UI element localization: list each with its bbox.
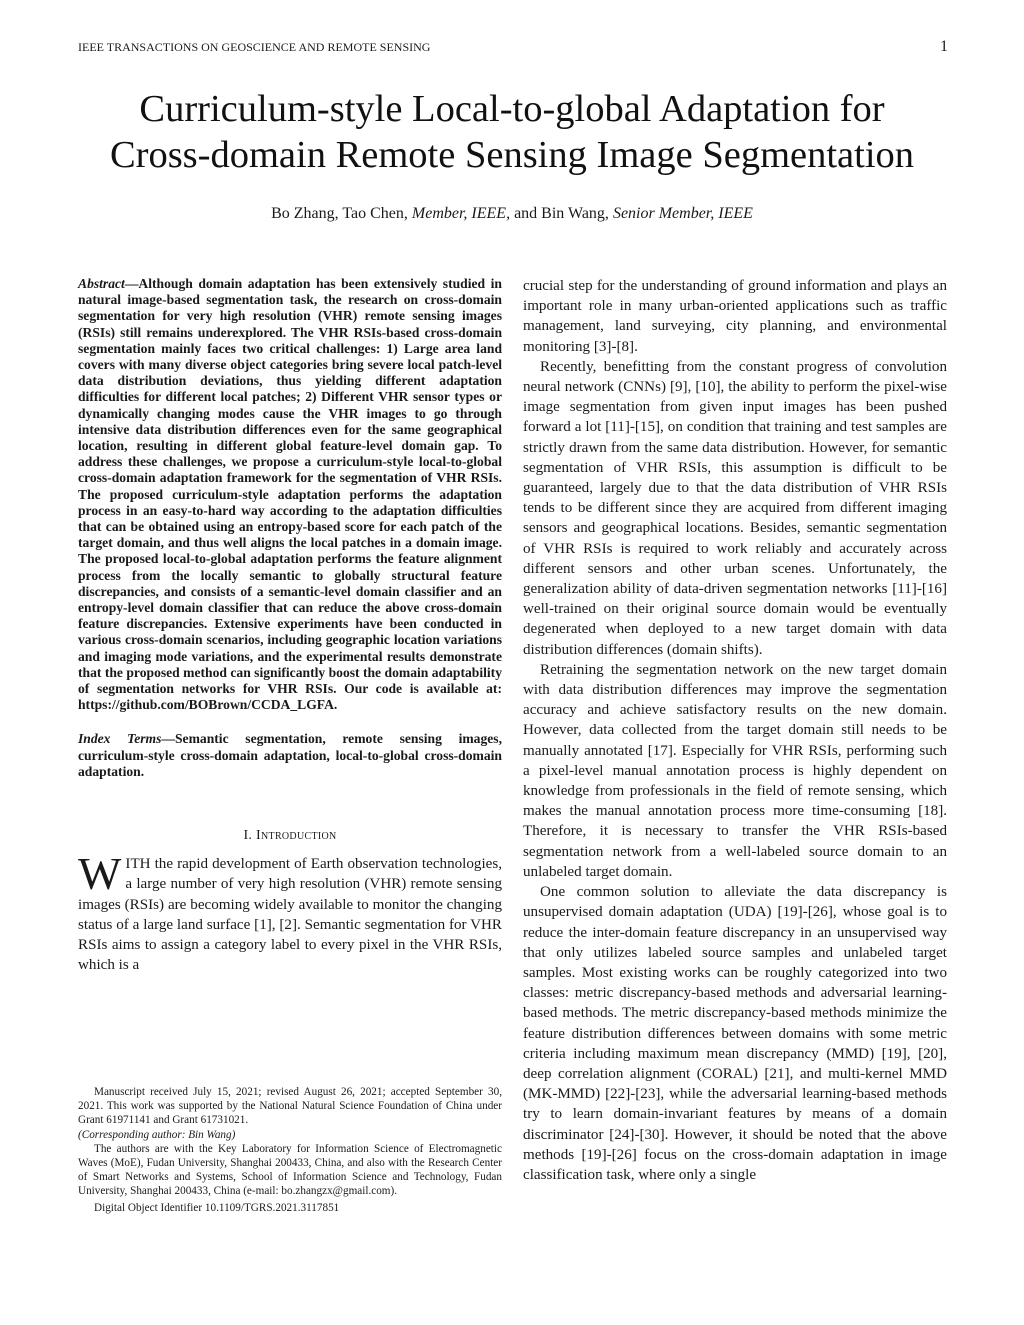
author-list	[60, 205, 964, 223]
journal-name: IEEE TRANSACTIONS ON GEOSCIENCE AND REMOTE SENSING	[78, 40, 431, 54]
authors-part-1: Bo Zhang, Tao Chen,	[271, 205, 408, 222]
footnote-affiliation: The authors are with the Key Laboratory for Information Science of Electromagnetic Waves (MoE), Fudan University, Shanghai 200433, China, and also with the Research Center of Smart Networks and Systems, School of Information Science and Technology, Fudan University, Shanghai 200433, China (e-mail: bo.zhangzx@gmail.com).	[78, 1142, 502, 1198]
right-paragraph-4: One common solution to alleviate the data discrepancy is unsupervised domain adaptation (UDA) [19]-[26], whose goal is to reduce the inter-domain feature discrepancy in an unsupervised way that only utilizes labeled source samples and unlabeled target samples. Most existing works can be roughly categorized into two classes: metric discrepancy-based methods and adversarial learning-based methods. The metric discrepancy-based methods minimize the feature distribution differences between domains with some metric criteria including maximum mean discrepancy (MMD) [19], [20], deep correlation alignment (CORAL) [21], and multi-kernel MMD (MK-MMD) [22]-[23], while the adversarial learning-based methods try to learn domain-invariant features by means of a domain discriminator [24]-[30]. However, it should be noted that the above methods [19]-[26] focus on the cross-domain adaptation in image classification task, where only a single	[523, 884, 947, 1183]
section-heading-introduction	[78, 828, 502, 844]
title-line-2: Cross-domain Remote Sensing Image Segmentation	[109, 134, 915, 176]
running-head	[78, 38, 948, 56]
footnote-corresponding: (Corresponding author: Bin Wang)	[78, 1128, 236, 1141]
intro-paragraph-text: ITH the rapid development of Earth observation technologies, a large number of very high resolution (VHR) remote sensing images (RSIs) are becoming widely available to monitor the changing status of a large land surface [1], [2]. Semantic segmentation for VHR RSIs aims to assign a category label to every pixel in the VHR RSIs, which is a	[78, 856, 502, 974]
footnote-received-text: Manuscript received July 15, 2021; revised August 26, 2021; accepted September 30, 2021. This work was supported by the National Natural Science Foundation of China under Grant 61971141 and Grant 61731021.	[78, 1086, 502, 1127]
right-paragraph-2: Recently, benefitting from the constant progress of convolution neural network (CNNs) [9], [10], the ability to perform the pixel-wise image segmentation from given input images has been pushed forward a lot [11]-[15], on condition that training and test samples are strictly drawn from the same data distribution. However, for semantic segmentation of VHR RSIs, this assumption is difficult to be guaranteed, largely due to that the data distribution of VHR RSIs tends to be different since they are acquired from different imaging sensors and geographical locations. Besides, semantic segmentation of VHR RSIs is required to work reliably and accurately across different sensors and other urban scenes. Unfortunately, the generalization ability of data-driven segmentation networks [11]-[16] well-trained on their original source domain would be eventually degenerated when deployed to a new target domain with data distribution differences (domain shifts).	[523, 358, 947, 658]
page-number: 1	[940, 38, 948, 55]
author-role-2: Senior Member, IEEE	[612, 205, 753, 222]
right-paragraph-1: crucial step for the understanding of ground information and plays an important role in many urban-oriented applications such as traffic management, land surveying, city planning, and environmental monitoring [3]-[8].	[523, 278, 947, 355]
footnote-doi: Digital Object Identifier 10.1109/TGRS.2021.3117851	[94, 1201, 340, 1214]
section-title: Introduction	[256, 828, 337, 844]
abstract-text: Although domain adaptation has been extensively studied in natural image-based segmentation task, the research on cross-domain segmentation for very high resolution (VHR) remote sensing images (RSIs) still remains underexplored. The VHR RSIs-based cross-domain segmentation mainly faces two critical challenges: 1) Large area land covers with many diverse object categories bring severe local patch-level data distribution deviations, thus yielding different adaptation difficulties for different local patches; 2) Different VHR sensor types or dynamically changing modes cause the VHR images to go through intensive data distribution differences even for the same geographical location, resulting in different global feature-level domain gap. To address these challenges, we propose a curriculum-style local-to-global cross-domain adaptation framework for the segmentation of VHR RSIs. The proposed curriculum-style adaptation performs the adaptation process in an easy-to-hard way according to the adaptation difficulties that can be obtained using an entropy-based score for each patch of the target domain, and thus well aligns the local patches in a domain image. The proposed local-to-global adaptation performs the feature alignment process from the locally semantic to globally structural feature discrepancies, and consists of a semantic-level domain classifier and an entropy-level domain classifier that can reduce the above cross-domain feature discrepancies. Extensive experiments have been conducted in various cross-domain scenarios, including geographic location variations and imaging mode variations, and the experimental results demonstrate that the proposed method can significantly boost the domain adaptability of segmentation networks for VHR RSIs. Our code is available at: https://github.com/BOBrown/CCDA_LGFA.	[78, 276, 502, 713]
right-paragraph-3: Retraining the segmentation network on the new target domain with data distribution differences may improve the segmentation accuracy and achieve satisfactory results on the new domain. However, data collected from the target domain still needs to be manually annotated [17]. Especially for VHR RSIs, performing such a pixel-level manual annotation process is highly dependent on knowledge from professionals in the field of remote sensing, which makes the manual annotation process more time-consuming [18]. Therefore, it is necessary to transfer the VHR RSIs-based segmentation network from a well-labeled source domain to an unlabeled target domain.	[523, 661, 947, 880]
index-terms-label: Index Terms	[78, 731, 162, 747]
intro-paragraph	[78, 848, 502, 975]
abstract	[78, 276, 502, 713]
paper-title	[40, 86, 984, 178]
section-numeral: I.	[243, 828, 253, 844]
title-line-1: Curriculum-style Local-to-global Adaptation for	[139, 88, 885, 130]
footnote-received	[78, 1085, 502, 1142]
drop-cap: W	[78, 848, 122, 900]
index-terms	[78, 731, 502, 780]
footnotes	[78, 1085, 502, 1215]
left-column	[78, 276, 502, 975]
index-terms-dash: —	[161, 731, 175, 747]
author-role-1: Member, IEEE,	[411, 205, 511, 222]
abstract-label: Abstract	[78, 276, 125, 291]
index-terms-text: Semantic segmentation, remote sensing images, curriculum-style cross-domain adaptation, local-to-global cross-domain adaptation.	[78, 731, 502, 779]
authors-part-2: and Bin Wang,	[514, 205, 609, 222]
abstract-dash: —	[124, 276, 139, 291]
right-column	[523, 276, 947, 1185]
